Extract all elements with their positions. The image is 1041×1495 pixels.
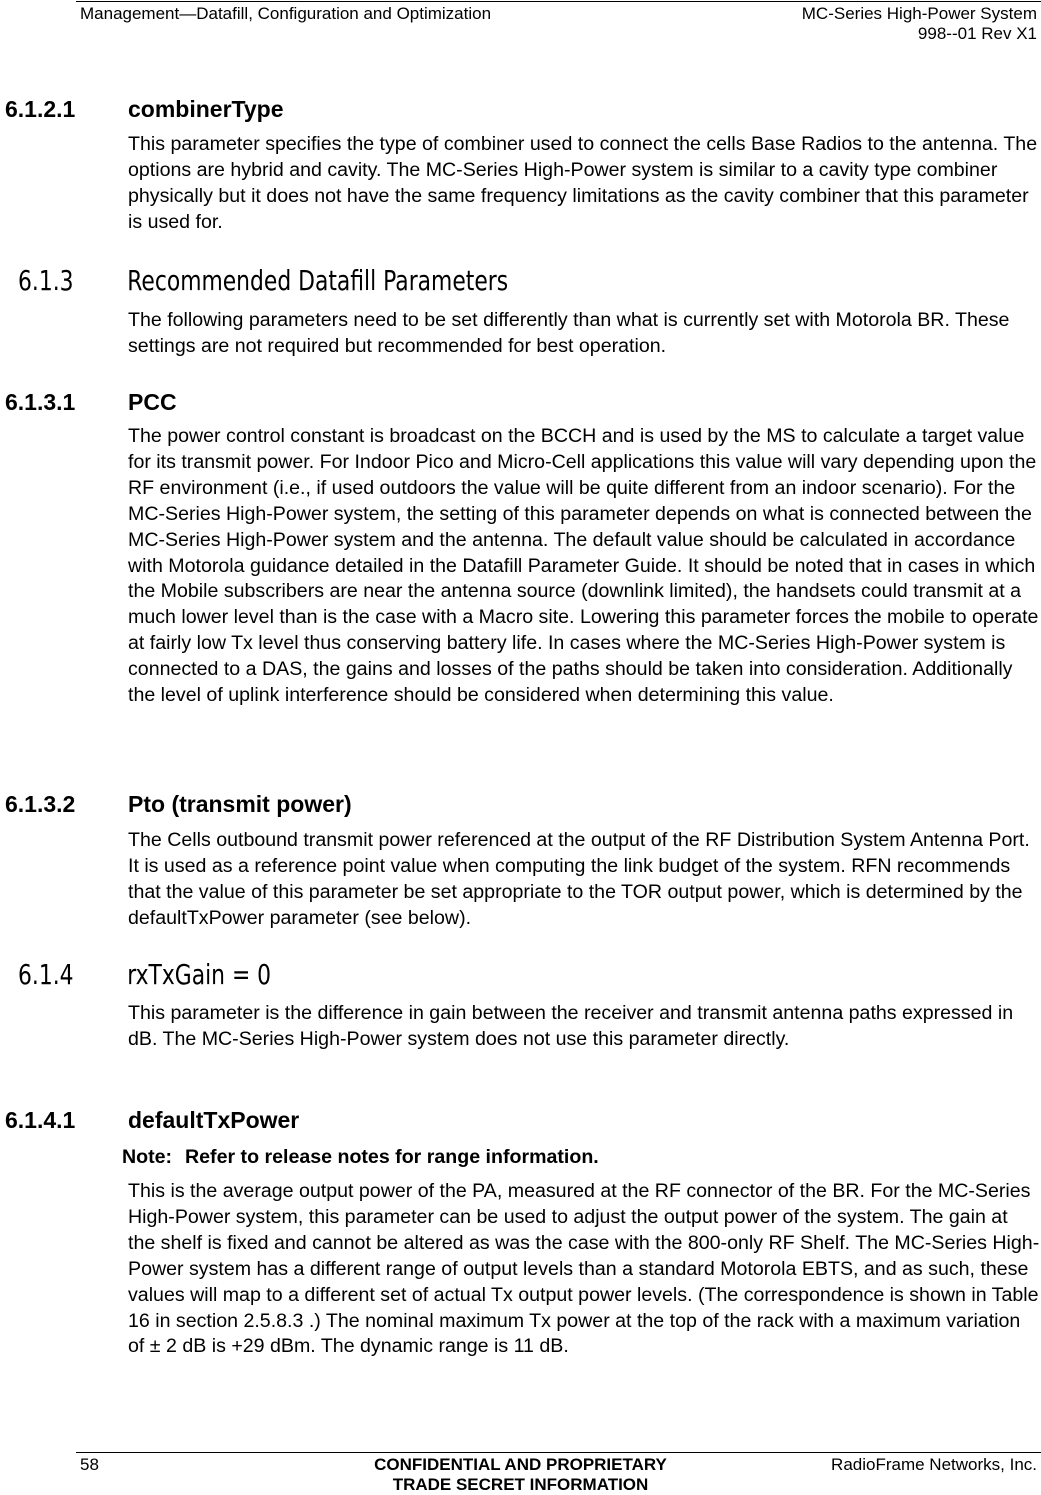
note-range-info (122, 1145, 599, 1169)
paragraph-defaulttxpower: This is the average output power of the PA, measured at the RF connector of the BR. For the MC-Series High-Power system, this parameter can be used to adjust the output power of the system. The gain at the shelf is fixed and cannot be altered as was the case with the 800-only RF Shelf. The MC-Series High-Power system has a different range of output levels than a standard Motorola EBTS, and as such, these values will map to a different set of actual Tx output power levels. (The correspondence is shown in Table 16 in section 2.5.8.3 .) The nominal maximum Tx power at the top of the rack with a maximum variation of ± 2 dB is +29 dBm. The dynamic range is 11 dB. (128, 1180, 1040, 1358)
header-revision: 998--01 Rev X1 (917, 24, 1037, 43)
heading-title: PCC (128, 389, 177, 415)
heading-number: 6.1.2.1 (5, 96, 76, 122)
heading-title: rxTxGain = 0 (127, 958, 272, 991)
paragraph-combinertype: This parameter specifies the type of combiner used to connect the cells Base Radios to the antenna. The options are hybrid and cavity. The MC-Series High-Power system is similar to a cavity type combiner physically but it does not have the same frequency limitations as the cavity combiner that this parameter is used for. (128, 133, 1038, 233)
note-text: Refer to release notes for range information. (185, 1146, 599, 1168)
paragraph-recommended-datafill: The following parameters need to be set differently than what is currently set with Motorola BR. These settings are not required but recommended for best operation. (128, 309, 1010, 357)
header-left-title: Management—Datafill, Configuration and Optimization (80, 4, 492, 23)
page-header (0, 0, 1041, 52)
heading-number: 6.1.3.1 (5, 389, 76, 415)
heading-pto (5, 790, 352, 818)
heading-title: combinerType (128, 96, 284, 122)
paragraph-rxtxgain: This parameter is the difference in gain between the receiver and transmit antenna paths expressed in dB. The MC-Series High-Power system does not use this parameter directly. (128, 1002, 1014, 1050)
footer-confidential-line1: CONFIDENTIAL AND PROPRIETARY (374, 1455, 667, 1474)
paragraph-pcc: The power control constant is broadcast on the BCCH and is used by the MS to calculate a target value for its transmit power. For Indoor Pico and Micro-Cell applications this value will vary depending upon the RF environment (i.e., if used outdoors the value will be quite different from an indoor scenario). For the MC-Series High-Power system, the setting of this parameter depends on what is connected between the MC-Series High-Power system and the antenna. The default value should be calculated in accordance with Motorola guidance detailed in the Datafill Parameter Guide. It should be noted that in cases in which the Mobile subscribers are near the antenna source (downlink limited), the handsets could transmit at a much lower level than is the case with a Macro site. Lowering this parameter forces the mobile to operate at fairly low Tx level thus conserving battery life. In cases where the MC-Series High-Power system is connected to a DAS, the gains and losses of the paths should be taken into consideration. Additionally the level of uplink interference should be considered when determining this value. (128, 425, 1039, 707)
heading-title: defaultTxPower (128, 1107, 300, 1133)
heading-combinertype (5, 95, 284, 123)
heading-recommended-datafill (18, 264, 508, 298)
header-right (802, 4, 1037, 44)
heading-pcc (5, 388, 177, 416)
heading-title: Recommended Datafill Parameters (127, 264, 509, 297)
heading-title: Pto (transmit power) (128, 791, 352, 817)
header-product: MC-Series High-Power System (801, 4, 1037, 23)
page-number: 58 (80, 1455, 99, 1474)
heading-number: 6.1.4.1 (5, 1107, 76, 1133)
heading-number: 6.1.4 (18, 958, 74, 991)
heading-defaulttxpower (5, 1106, 299, 1134)
paragraph-pto: The Cells outbound transmit power referenced at the output of the RF Distribution System Antenna Port. It is used as a reference point value when computing the link budget of the system. RFN recommends that the value of this parameter be set appropriate to the TOR output power, which is determined by the defaultTxPower parameter (see below). (128, 829, 1030, 929)
footer-rule (76, 1452, 1041, 1453)
heading-number: 6.1.3.2 (5, 791, 76, 817)
heading-number: 6.1.3 (18, 264, 74, 297)
heading-rxtxgain (18, 958, 271, 992)
note-label: Note: (122, 1146, 173, 1168)
footer-confidential-line2: TRADE SECRET INFORMATION (392, 1475, 649, 1494)
footer-company: RadioFrame Networks, Inc. (831, 1455, 1037, 1474)
header-rule (76, 1, 1041, 2)
